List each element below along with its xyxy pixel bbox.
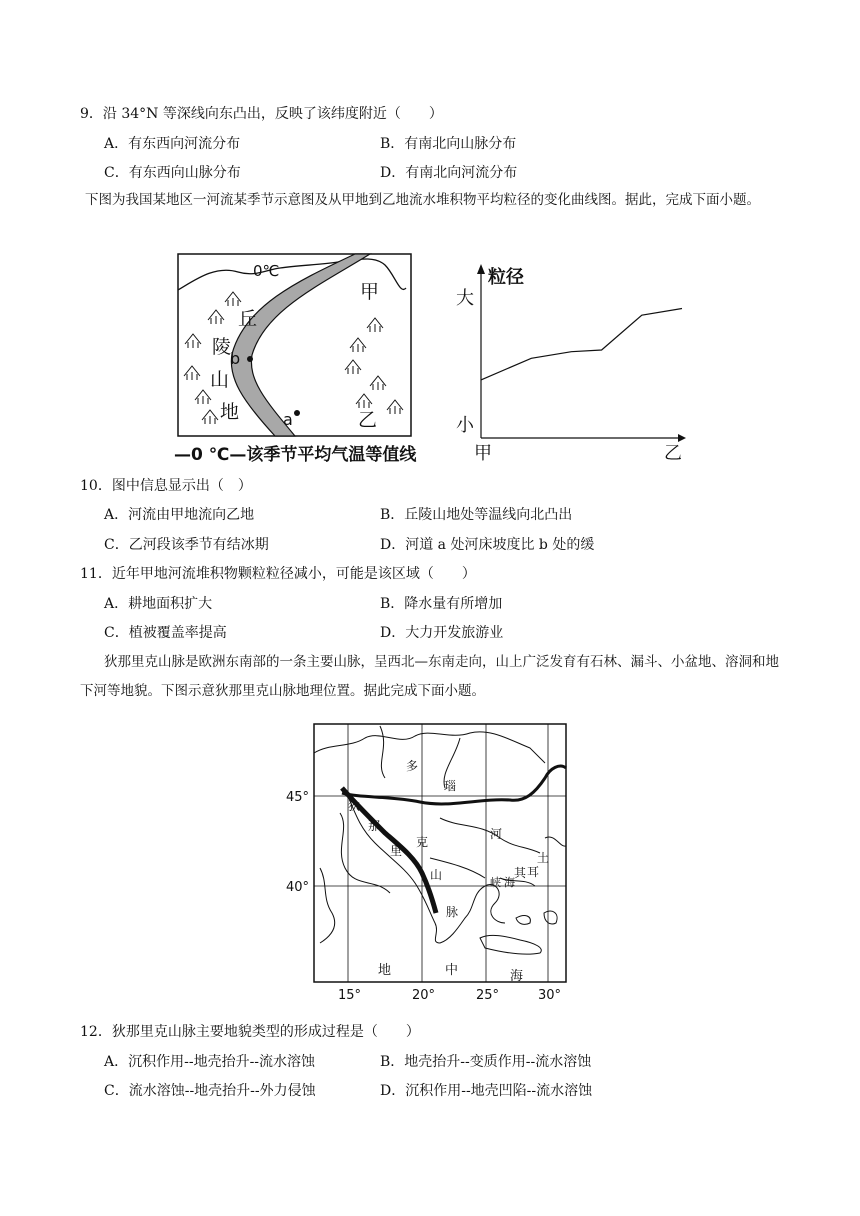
graph-y-low: 小 xyxy=(456,415,474,436)
q12-option-b: B．地壳抬升--变质作用--流水溶蚀 xyxy=(380,1054,592,1070)
danube-label-1: 多 xyxy=(406,759,419,773)
mountain-label-1: 狄 xyxy=(348,799,361,813)
q11-option-b: B．降水量有所增加 xyxy=(380,596,503,612)
q12-option-c: C．流水溶蚀--地壳抬升--外力侵蚀 xyxy=(104,1083,316,1099)
grain-size-series-line xyxy=(481,309,682,380)
med-label-1: 地 xyxy=(378,963,392,978)
mountain-label-5: 山 xyxy=(430,868,443,882)
graph-x-arrow xyxy=(678,434,686,442)
q11-option-a: A．耕地面积扩大 xyxy=(104,596,213,612)
hill-label-4: 地 xyxy=(220,401,240,423)
point-a-dot xyxy=(294,410,300,416)
label-jia-map: 甲 xyxy=(360,281,380,303)
q12-option-a: A．沉积作用--地壳抬升--流水溶蚀 xyxy=(104,1054,316,1070)
point-b-dot xyxy=(247,356,253,362)
q12-stem: 12．狄那里克山脉主要地貌类型的形成过程是（ ） xyxy=(80,1024,420,1040)
graph-ylabel: 粒径 xyxy=(488,267,524,288)
q10-option-b: B．丘陵山地处等温线向北凸出 xyxy=(380,507,573,523)
med-label-2: 中 xyxy=(445,963,459,978)
mountain-label-2: 那 xyxy=(368,819,381,833)
lon-25-label: 25° xyxy=(476,988,500,1003)
lat-45-label: 45° xyxy=(286,790,310,805)
q9-option-b: B．有南北向山脉分布 xyxy=(380,136,517,152)
map-legend: —0 ℃—该季节平均气温等值线 xyxy=(174,445,417,465)
q9-option-d: D．有南北向河流分布 xyxy=(380,165,518,181)
hill-label-3: 山 xyxy=(210,369,230,391)
hill-label-2: 陵 xyxy=(212,336,232,358)
lon-20-label: 20° xyxy=(412,988,436,1003)
q10-option-a: A．河流由甲地流向乙地 xyxy=(104,507,255,523)
point-b-label: b xyxy=(230,349,241,368)
strait-label-1: 峡 xyxy=(490,876,501,889)
lon-30-label: 30° xyxy=(538,988,562,1003)
q9-option-c: C．有东西向山脉分布 xyxy=(104,165,241,181)
turkey-label-3: 耳 xyxy=(527,865,540,879)
mountain-label-6: 脉 xyxy=(446,905,459,919)
turkey-label-1: 土 xyxy=(537,851,550,865)
lon-15-label: 15° xyxy=(338,988,362,1003)
isotherm-label: 0℃ xyxy=(253,262,280,280)
med-label-3: 海 xyxy=(510,969,524,984)
q12-option-d: D．沉积作用--地壳凹陷--流水溶蚀 xyxy=(380,1083,593,1099)
point-a-label: a xyxy=(283,410,293,429)
lat-40-label: 40° xyxy=(286,880,310,895)
q11-stem: 11．近年甲地河流堆积物颗粒粒径减小，可能是该区域（ ） xyxy=(80,566,476,582)
danube-label-3: 河 xyxy=(490,827,503,841)
dinaric-map xyxy=(280,718,580,1003)
hill-label-1: 丘 xyxy=(238,308,258,330)
mountain-label-4: 克 xyxy=(416,835,429,849)
graph-x-start: 甲 xyxy=(474,443,492,464)
q10-option-c: C．乙河段该季节有结冰期 xyxy=(104,537,269,553)
q10-stem: 10．图中信息显示出（ ） xyxy=(80,478,252,494)
mountain-label-3: 里 xyxy=(390,844,403,858)
q10-option-d: D．河道 a 处河床坡度比 b 处的缓 xyxy=(380,537,595,553)
graph-y-arrow xyxy=(477,264,485,274)
graph-y-high: 大 xyxy=(456,288,474,309)
q9-option-a: A．有东西向河流分布 xyxy=(104,136,241,152)
label-yi-map: 乙 xyxy=(358,409,378,431)
turkey-label-2: 其 xyxy=(514,866,527,880)
q9-stem: 9．沿 34°N 等深线向东凸出，反映了该纬度附近（ ） xyxy=(80,106,443,122)
river-figure xyxy=(170,250,690,468)
danube-label-2: 瑙 xyxy=(444,779,457,793)
intro-paragraph-2: 狄那里克山脉是欧洲东南部的一条主要山脉，呈西北—东南走向，山上广泛发育有石林、漏斗、小盆地、溶洞和地下河等地貌。下图示意狄那里克山脉地理位置。据此完成下面小题。 xyxy=(80,654,779,699)
intro-paragraph-1: 下图为我国某地区一河流某季节示意图及从甲地到乙地流水堆积物平均粒径的变化曲线图。据此，完成下面小题。 xyxy=(85,192,760,208)
q11-option-d: D．大力开发旅游业 xyxy=(380,625,504,641)
strait-label-2: 海 xyxy=(504,876,515,889)
q11-option-c: C．植被覆盖率提高 xyxy=(104,625,227,641)
graph-x-end: 乙 xyxy=(664,443,682,464)
